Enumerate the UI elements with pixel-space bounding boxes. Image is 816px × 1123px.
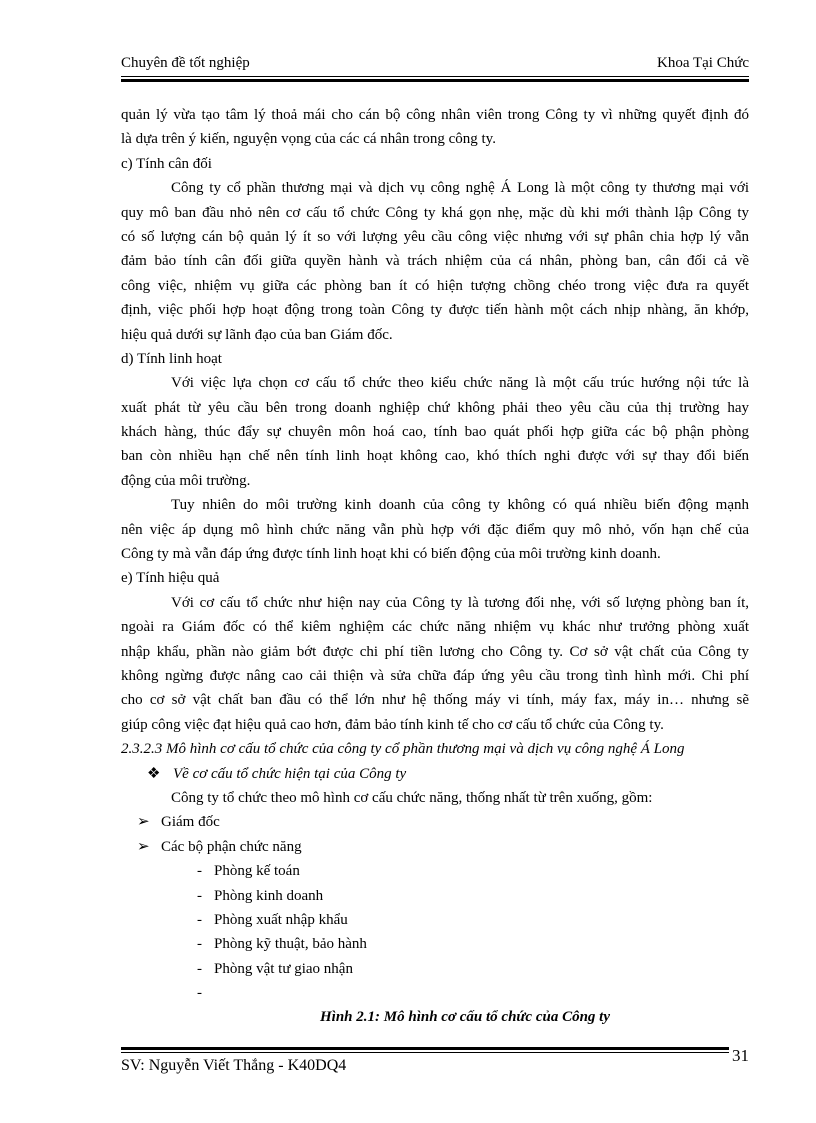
department-item-empty [121,981,749,1005]
dash-marker: - [197,985,202,1002]
department-name: Phòng xuất nhập khẩu [214,911,348,928]
department-name: Phòng kỹ thuật, bảo hành [214,936,367,953]
arrow-bullet-icon: ➢ [137,814,150,831]
header-right: Khoa Tại Chức [657,55,749,71]
header-left: Chuyên đề tốt nghiệp [121,55,250,71]
section-e-heading: e) Tính hiệu quả [121,570,220,587]
subsection-heading [121,762,749,786]
section-e-line: cho cơ sở vật chất ban đầu có thể lớn như hệ thống máy vi tính, máy fax, máy in… nhưng sẽ [121,692,749,709]
header-rule-thin [121,76,749,77]
section-c-line: có số lượng cán bộ quản lý ít so với lượng yêu cầu công việc nhưng với sự phân chia hợp lý vẫn [121,228,749,245]
section-heading-2-3-2-3: 2.3.2.3 Mô hình cơ cấu tổ chức của công ty cổ phần thương mại và dịch vụ công nghệ Á Long [121,741,685,758]
arrow-bullet-icon: ➢ [137,838,150,855]
header-rule-thick [121,79,749,82]
model-intro: Công ty tổ chức theo mô hình cơ cấu chức năng, thống nhất từ trên xuống, gồm: [171,789,653,806]
section-d-line: nên việc áp dụng mô hình chức năng vẫn phù hợp với đặc điểm quy mô nhỏ, vốn hạn chế của [121,521,749,538]
page-body [121,103,749,1030]
department-name: Phòng vật tư giao nhận [214,960,353,977]
section-c-line: định, việc phối hợp hoạt động trong toàn Công ty được tiến hành một cách nhịp nhàng, ăn khớp, [121,302,749,319]
dash-marker: - [197,863,202,880]
section-e-line: không ngừng được nâng cao cải thiện và sửa chữa đáp ứng yêu cầu trong tình hình mới. Chi phí [121,667,749,684]
arrow-list-item [121,810,749,834]
arrow-list-item-text: Giám đốc [161,814,220,831]
section-e-line: nhập khẩu, phần nào giảm bớt được chi phí tiền lương cho Công ty. Cơ sở vật chất của Công ty [121,643,749,660]
section-d-line: khách hàng, thúc đẩy sự chuyên môn hoá cao, tính bao quát phối hợp giữa các bộ phận phòng [121,424,749,441]
page-header [121,52,749,74]
section-c-line: quy mô ban đầu nhỏ nên cơ cấu tổ chức Công ty khá gọn nhẹ, mặc dù khi mới thành lập Công ty [121,204,749,221]
section-c-line: Công ty cổ phần thương mại và dịch vụ công nghệ Á Long là một công ty thương mại với [171,180,749,197]
section-d-heading: d) Tính linh hoạt [121,350,222,367]
section-d-line: ban còn nhiều hạn chế nên tính linh hoạt không cao, khó thích nghi được với sự thay đổi biến [121,448,749,465]
dash-marker: - [197,936,202,953]
department-item [121,932,749,956]
department-name: Phòng kế toán [214,863,300,880]
section-d-line: động của môi trường. [121,472,251,489]
section-e-line: Với cơ cấu tổ chức như hiện nay của Công ty là tương đối nhẹ, với số lượng phòng ban ít, [171,594,749,611]
section-c-heading: c) Tính cân đối [121,155,212,172]
footer-rule-thin [121,1052,729,1053]
diamond-bullet-icon: ❖ [147,765,161,782]
section-e-line: ngoài ra Giám đốc có thể kiêm nghiệm các chức năng nhiệm vụ khác như trưởng phòng xuất [121,619,749,636]
section-d-line: xuất phát từ yêu cầu bên trong doanh nghiệp chứ không phải theo yêu cầu của thị trường hay [121,399,749,416]
footer-student: SV: Nguyễn Viết Thắng - K40DQ4 [121,1057,347,1074]
section-c-line: đảm bảo tính cân đối giữa quyền hành và trách nhiệm của cá nhân, phòng ban, cân đối cả về [121,253,749,270]
section-c-line: hiệu quả dưới sự lãnh đạo của ban Giám đốc. [121,326,393,343]
dash-marker: - [197,887,202,904]
page-number: 31 [732,1046,749,1065]
department-item [121,908,749,932]
arrow-list-item-text: Các bộ phận chức năng [161,838,302,855]
dash-marker: - [197,911,202,928]
department-name: Phòng kinh doanh [214,887,324,904]
arrow-list-item [121,835,749,859]
section-e-line: giúp công việc đạt hiệu quả cao hơn, đảm bảo tính kinh tế cho cơ cấu tổ chức của Công ty. [121,716,664,733]
intro-line: quản lý vừa tạo tâm lý thoả mái cho cán bộ công nhân viên trong Công ty vì những quyết định đó [121,107,749,123]
dash-marker: - [197,960,202,977]
department-item [121,957,749,981]
subsection-heading-text: Về cơ cấu tổ chức hiện tại của Công ty [173,765,407,782]
figure-caption: Hình 2.1: Mô hình cơ cấu tổ chức của Công ty [320,1009,610,1026]
department-item [121,859,749,883]
section-d-line: Tuy nhiên do môi trường kinh doanh của công ty không có quá nhiều biến động mạnh [171,497,749,514]
intro-line: là dựa trên ý kiến, nguyện vọng của các cá nhân trong công ty. [121,131,496,148]
section-d-line: Với việc lựa chọn cơ cấu tổ chức theo kiểu chức năng là một cấu trúc hướng nội tức là [171,375,749,392]
section-c-line: công việc, nhiệm vụ giữa các phòng ban ít có hiện tượng chồng chéo trong việc đưa ra quyết [121,277,749,294]
department-item [121,884,749,908]
section-d-line: Công ty mà vẫn đáp ứng được tính linh hoạt khi có biến động của môi trường kinh doanh. [121,546,661,563]
footer-rule-thick [121,1047,729,1050]
